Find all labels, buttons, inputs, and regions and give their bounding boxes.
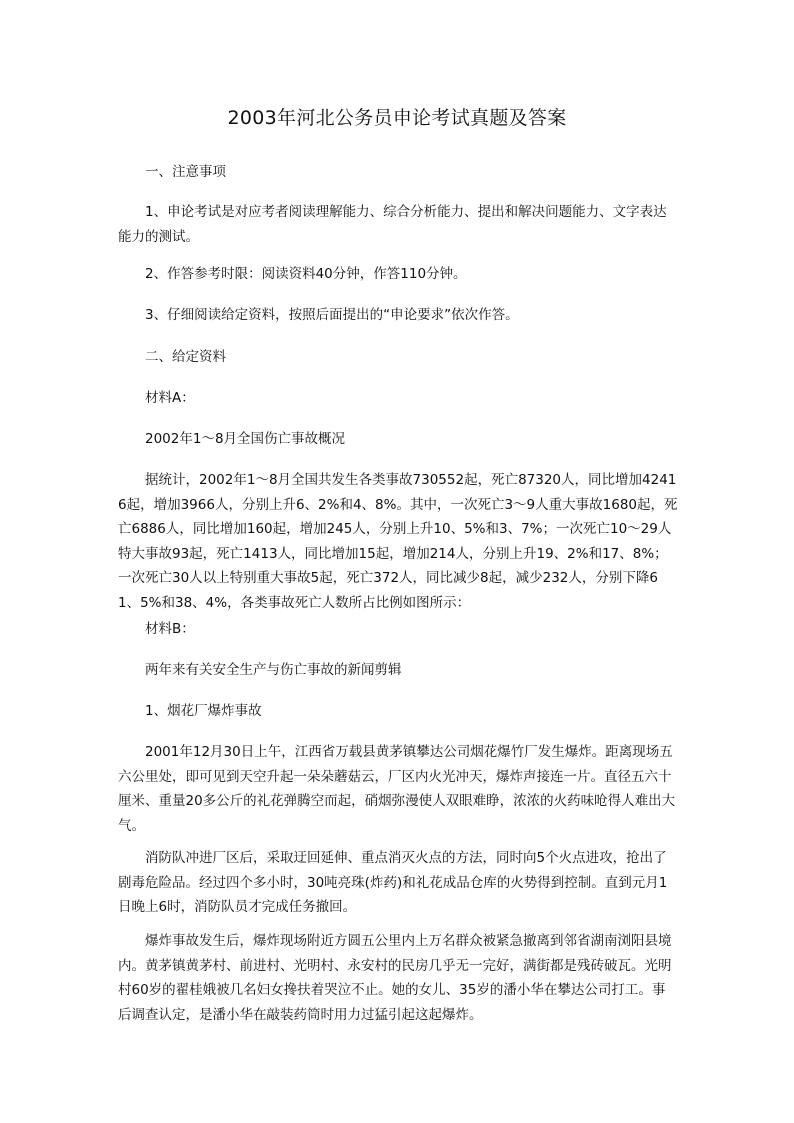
notes-item-2: 2、作答参考时限：阅读资料40分钟，作答110分钟。 — [145, 266, 467, 282]
material-a-body: 据统计，2002年1～8月全国共发生各类事故730552起，死亡87320人，同比增加42416起，增加3966人，分别上升6、2%和4、8%。其中，一次死亡3～9人重大事故1680起，死亡6886人，同比增加160起，增加245人，分别上升10、5%和3、7%；一次死亡10～29人特大事故93起，死亡1413人，同比增加15起，增加214人，分别上升19、2%和17、8%；一次死亡30人以上特别重大事故5起，死亡372人，同比减少8起，减少232人，分别下降61、5%和38、4%，各类事故死亡人数所占比例如图所示： — [118, 472, 678, 611]
section-heading-notes: 一、注意事项 — [145, 164, 226, 180]
material-a-label: 材料A： — [145, 390, 195, 406]
news-1-paragraph-1: 2001年12月30日上午，江西省万载县黄茅镇攀达公司烟花爆竹厂发生爆炸。距离现场五六公里处，即可见到天空升起一朵朵蘑菇云，厂区内火光冲天，爆炸声接连一片。直径五六十厘米、重量20多公斤的礼花弹腾空而起，硝烟弥漫使人双眼难睁，浓浓的火药味呛得人难出大气。 — [118, 744, 676, 834]
document-title: 2003年河北公务员申论考试真题及答案 — [227, 107, 567, 129]
material-a-title: 2002年1～8月全国伤亡事故概况 — [145, 431, 346, 447]
section-heading-materials: 二、给定资料 — [145, 349, 226, 365]
news-1-paragraph-3: 爆炸事故发生后，爆炸现场附近方圆五公里内上万名群众被紧急撤离到邻省湖南浏阳县境内。黄茅镇黄茅村、前进村、光明村、永安村的民房几乎无一完好，满街都是残砖破瓦。光明村60岁的翟桂娥被几名妇女搀扶着哭泣不止。她的女儿、35岁的潘小华在攀达公司打工。事后调查认定，是潘小华在敲装药筒时用力过猛引起这起爆炸。 — [118, 933, 672, 1023]
notes-item-3: 3、仔细阅读给定资料，按照后面提出的“申论要求”依次作答。 — [145, 307, 519, 323]
news-1-title: 1、烟花厂爆炸事故 — [145, 703, 262, 719]
news-1-paragraph-2: 消防队冲进厂区后，采取迂回延伸、重点消灭火点的方法，同时向5个火点进攻，抢出了剧毒危险品。经过四个多小时，30吨亮珠(炸药)和礼花成品仓库的火势得到控制。直到元月1日晚上6时，消防队员才完成任务撤回。 — [118, 850, 668, 915]
material-b-label: 材料B： — [145, 621, 195, 637]
notes-item-1: 1、申论考试是对应考者阅读理解能力、综合分析能力、提出和解决问题能力、文字表达能力的测试。 — [118, 204, 667, 245]
material-b-title: 两年来有关安全生产与伤亡事故的新闻剪辑 — [145, 662, 402, 678]
